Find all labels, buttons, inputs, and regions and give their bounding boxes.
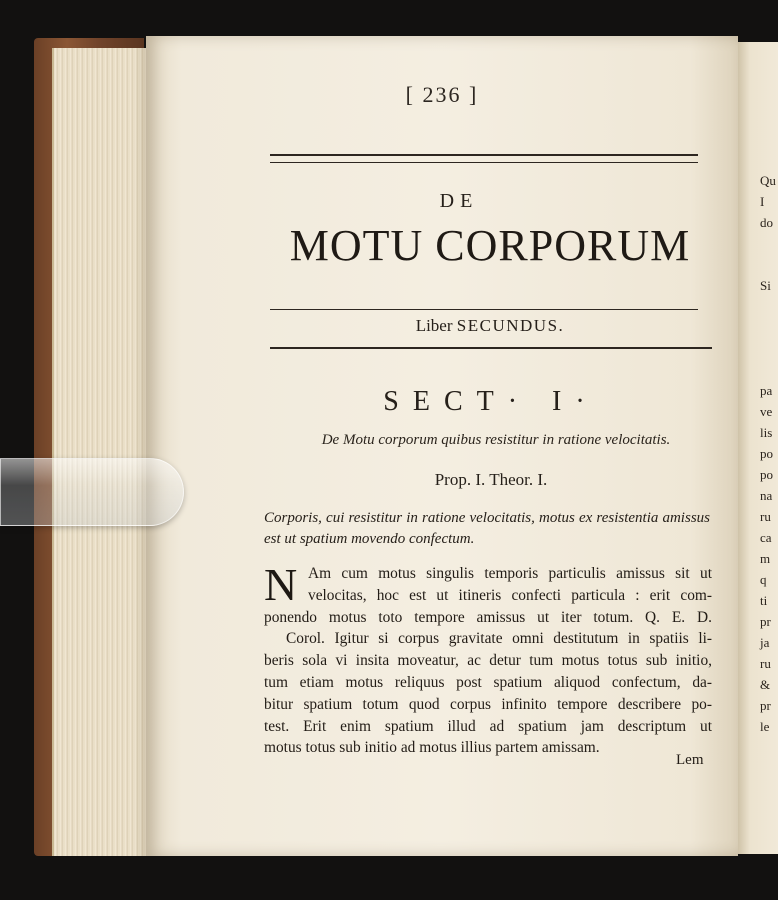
section-heading: SECT· I· (383, 386, 599, 417)
title-motu-corporum: MOTU CORPORUM (289, 221, 691, 270)
page-number: [ 236 ] (405, 82, 479, 107)
proposition-enunciation: Corporis, cui resistitur in ratione velocitatis, motus ex resistentia amissus est ut spatium movendo confectum. (264, 510, 710, 547)
body-line: Corol. Igitur si corpus gravitate omni destitutum in spatiis li- (286, 630, 712, 648)
section-subtitle: De Motu corporum quibus resistitur in ratione velocitatis. (321, 432, 671, 448)
facing-fragment (760, 254, 778, 275)
facing-fragment: ja (760, 635, 770, 650)
title-de: DE (439, 190, 479, 212)
body-line: ponendo motus toto tempore amissus ut iter totum. Q. E. D. (264, 608, 712, 626)
liber-rule-bottom (270, 347, 712, 349)
facing-fragment: m (760, 551, 771, 566)
book-page (146, 36, 738, 856)
glass-page-weight (0, 458, 184, 526)
facing-fragment (760, 338, 778, 359)
header-rule-bottom (270, 162, 698, 163)
body-line: velocitas, hoc est ut itineris confecti particula : erit com- (308, 586, 712, 604)
body-line: bitur spatium totum quod corpus infinito tempore describere po- (264, 695, 712, 713)
catchword: Lem (676, 752, 704, 768)
facing-fragment: I (760, 194, 765, 209)
facing-page-text (760, 170, 778, 737)
drop-cap: N (264, 559, 298, 610)
facing-fragment: Qu (760, 173, 776, 188)
liber-name: SECUNDUS. (456, 316, 565, 335)
facing-fragment: le (760, 719, 770, 734)
facing-fragment (760, 296, 778, 317)
body-line: beris sola vi insita moveatur, ac detur tum motus totus sub initio, (264, 652, 712, 670)
facing-fragment: ti (760, 593, 768, 608)
liber-word: Liber (415, 316, 453, 335)
facing-fragment: ve (760, 404, 773, 419)
body-line: motus totus sub initio ad motus illius partem amissam. (264, 739, 600, 757)
liber-heading (270, 316, 710, 336)
facing-fragment: q (760, 572, 767, 587)
header-rule-top (270, 154, 698, 156)
facing-fragment (760, 359, 778, 380)
body-text (264, 559, 712, 759)
facing-fragment: do (760, 215, 773, 230)
facing-fragment: pa (760, 383, 773, 398)
facing-fragment: pr (760, 614, 771, 629)
proposition-heading: Prop. I. Theor. I. (434, 470, 548, 489)
facing-fragment: Si (760, 278, 771, 293)
facing-fragment (760, 317, 778, 338)
facing-fragment: na (760, 488, 773, 503)
facing-fragment: & (760, 677, 771, 692)
body-line: Am cum motus singulis temporis particulis amissus sit ut (308, 565, 712, 582)
body-line: test. Erit enim spatium illud ad spatium jam descriptum ut (264, 717, 712, 735)
body-line: tum etiam motus reliquus post spatium aliquod confectum, da- (264, 673, 712, 691)
facing-fragment: po (760, 467, 773, 482)
facing-fragment: ca (760, 530, 772, 545)
facing-fragment: pr (760, 698, 771, 713)
page-edges (52, 48, 154, 856)
facing-fragment: lis (760, 425, 773, 440)
facing-fragment (760, 233, 778, 254)
facing-fragment: ru (760, 656, 771, 671)
facing-fragment: ru (760, 509, 771, 524)
facing-fragment: po (760, 446, 773, 461)
liber-rule-top (270, 309, 698, 310)
